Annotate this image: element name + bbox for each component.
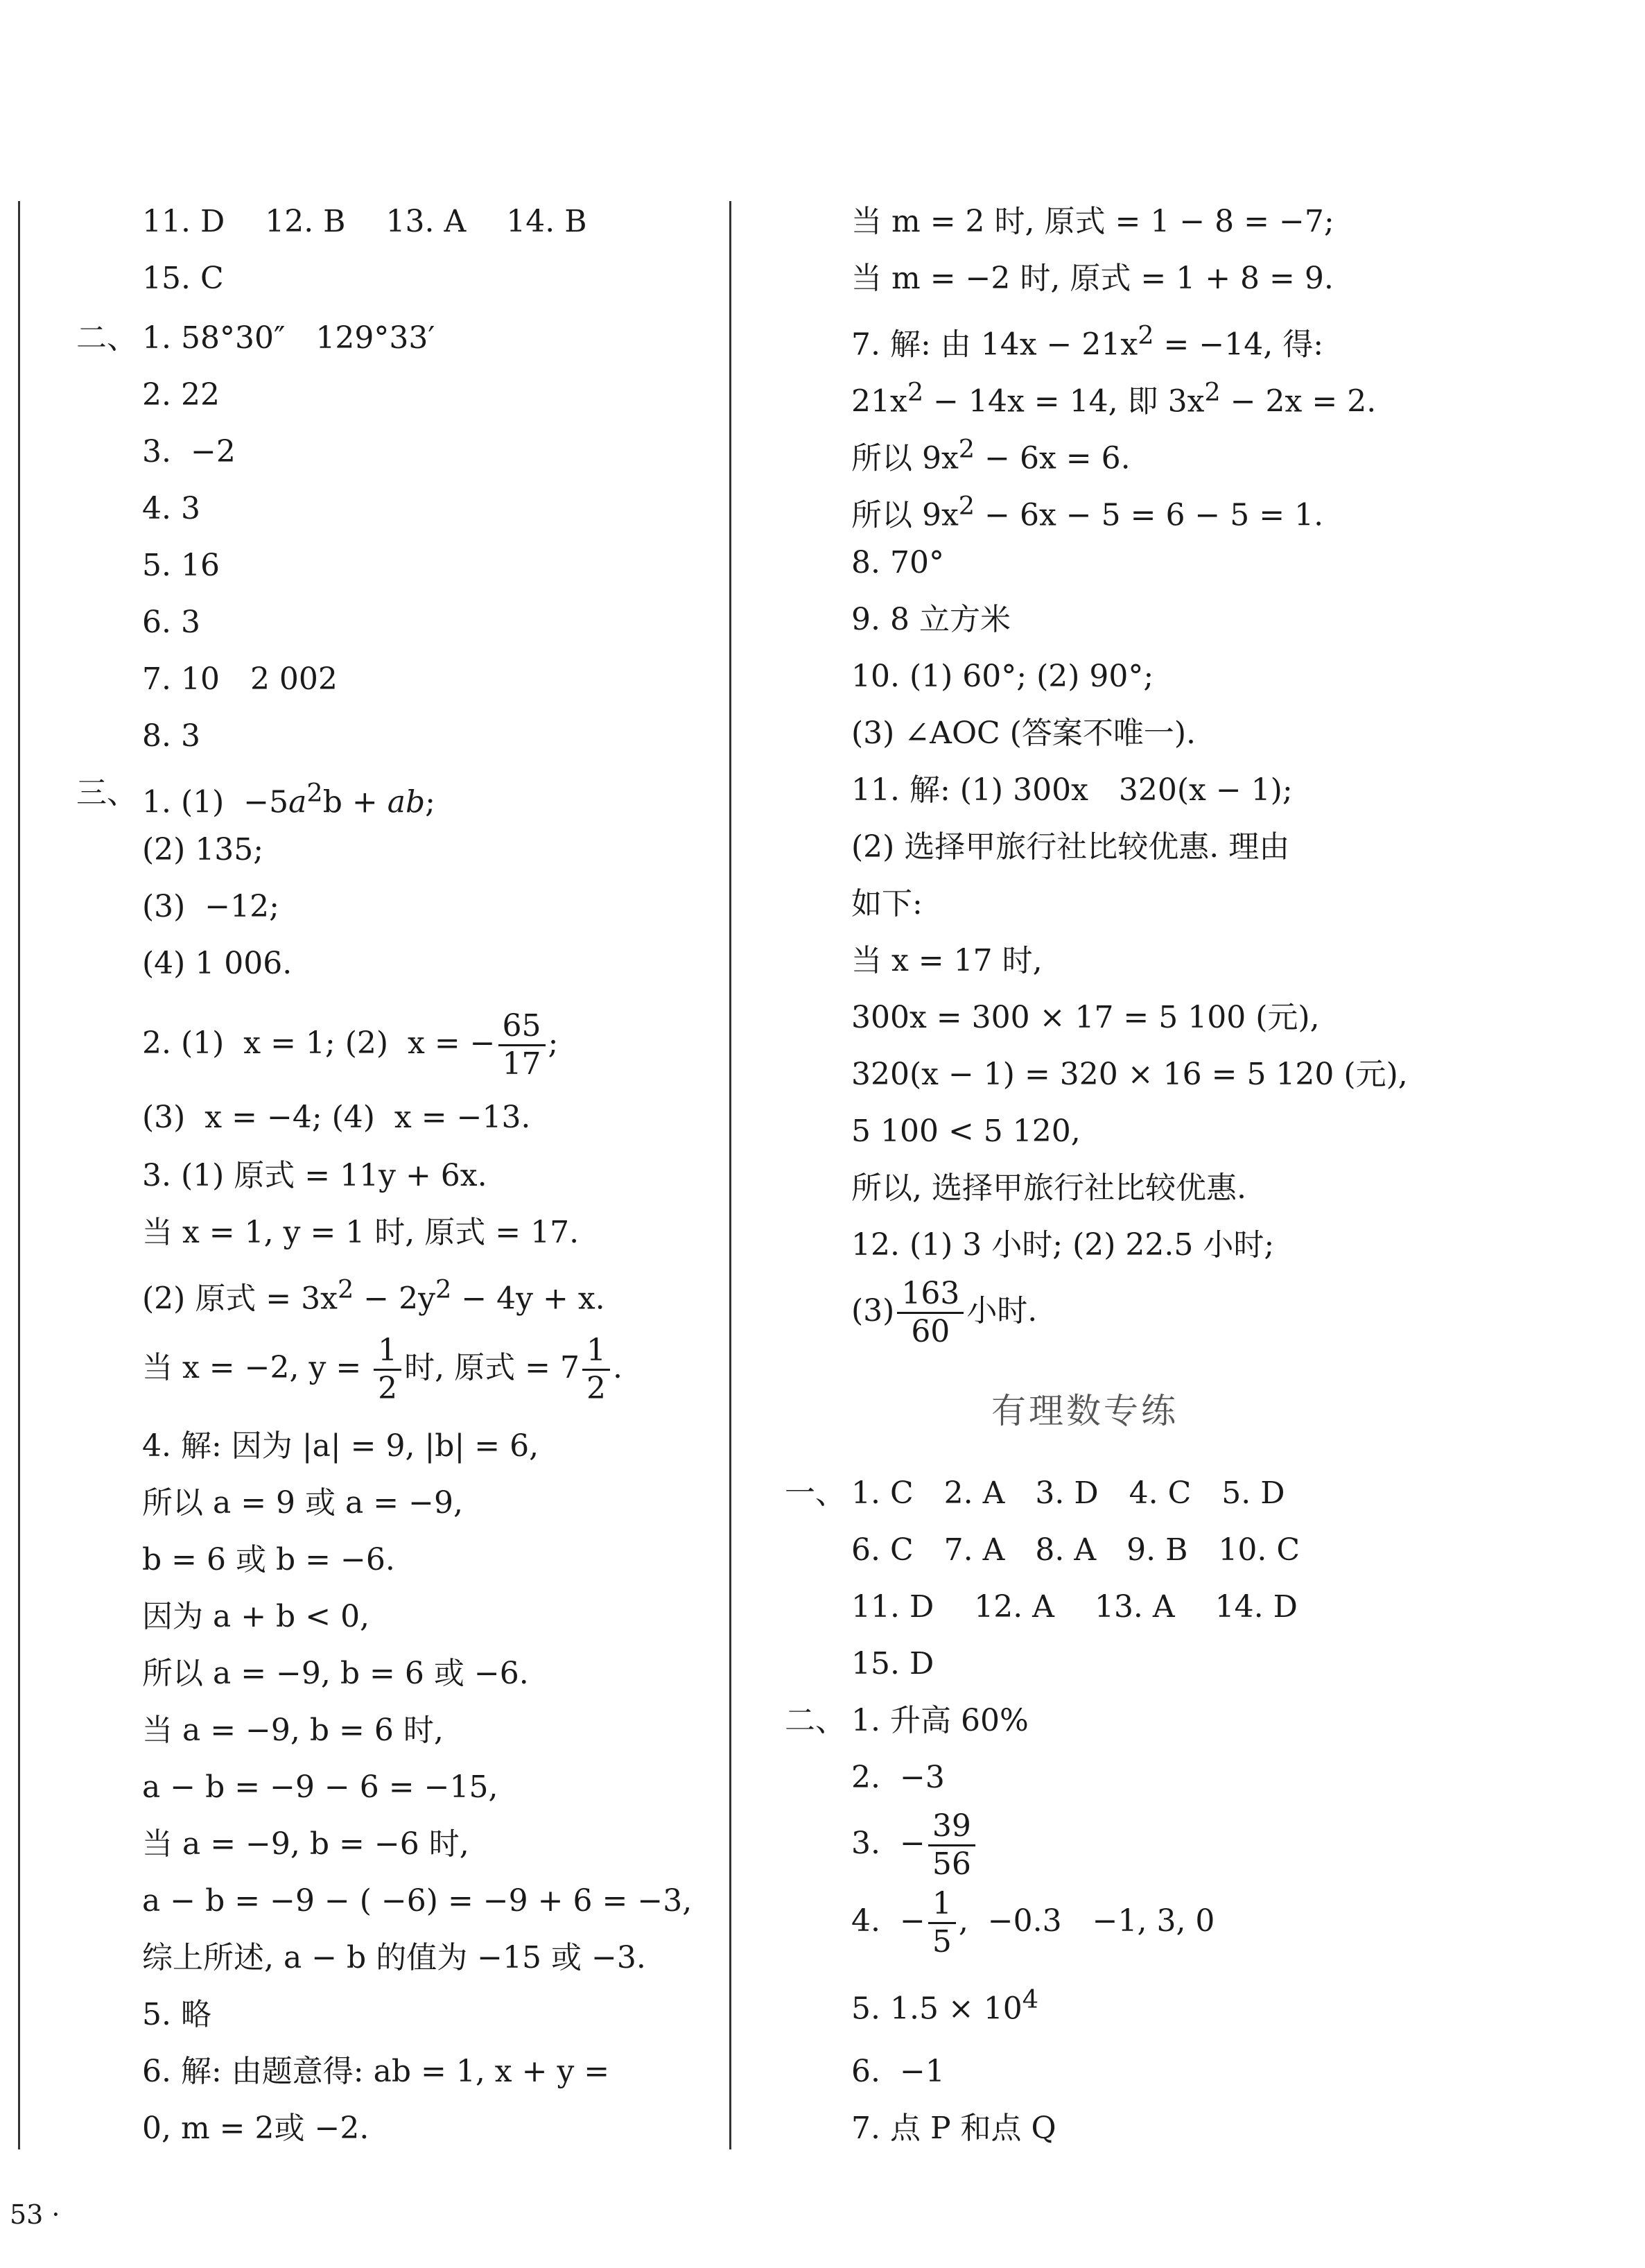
answer-line: 如下: [851,886,923,921]
answer-line: 300x = 300 × 17 = 5 100 (元), [851,1000,1320,1035]
answer-line: 5 100 < 5 120, [851,1114,1081,1149]
answer-line: (3) $\frac{163}{60}$ 小时. [851,1276,1038,1349]
answer-line: 因为 a + b < 0, [142,1599,370,1634]
answer-line: 当 x = 17 时, [851,943,1043,978]
answer-line: 1. C 2. A 3. D 4. C 5. D [851,1475,1285,1511]
answer-line: (4) 1 006. [142,946,293,981]
answer-line: 8. 70° [851,545,944,580]
answer-line: 5. 16 [142,548,220,583]
answer-line: 7. 点 P 和点 Q [851,2111,1056,2146]
section-heading: 有理数专练 [991,1391,1178,1431]
fraction: $\frac{65}{17}$ [498,1008,546,1082]
answer-line: b = 6 或 b = −6. [142,1542,395,1577]
page-number: 53 · [10,2199,60,2230]
answer-line: 3. (1) 原式 = 11y + 6x. [142,1158,487,1193]
answer-line: $21x^2 - 14x = 14$, 即 $3x^2 - 2x = 2$. [851,377,1377,419]
answer-line: 7. 10 2 002 [142,661,338,697]
answer-line: 15. D [851,1646,934,1681]
section-marker: 二、 [785,1703,846,1738]
answer-line: (3) ∠AOC (答案不唯一). [851,716,1196,751]
answer-line: 320(x − 1) = 320 × 16 = 5 120 (元), [851,1057,1408,1092]
section-marker: 二、 [76,320,137,356]
fraction: $\frac{39}{56}$ [928,1808,975,1882]
answer-line: (2) 选择甲旅行社比较优惠. 理由 [851,829,1290,865]
fraction: $\frac{1}{2}$ [374,1333,401,1407]
answer-line: 所以 a = 9 或 a = −9, [142,1485,463,1521]
answer-line: 所以 a = −9, b = 6 或 −6. [142,1656,529,1691]
answer-line: 所以, 选择甲旅行社比较优惠. [851,1170,1246,1206]
answer-line: 1. 升高 60% [851,1703,1029,1738]
answer-line: 综上所述, a − b 的值为 −15 或 −3. [142,1940,646,1975]
answer-line: 1. 58°30″ 129°33′ [142,320,435,356]
fraction: $\frac{163}{60}$ [897,1276,964,1350]
answer-line: 6. C 7. A 8. A 9. B 10. C [851,1532,1300,1568]
answer-line: 4. − $\frac{1}{5}$ , −0.3 −1, 3, 0 [851,1886,1215,1959]
answer-line: 当 x = −2, y = $\frac{1}{2}$ 时, 原式 = 7 $\frac{1}{2}$ . [142,1333,623,1406]
left-margin-rule [18,201,20,2149]
answer-line: 4. 解: 因为 |a| = 9, |b| = 6, [142,1428,539,1464]
answer-line: 8. 3 [142,718,200,754]
section-marker: 三、 [76,775,137,811]
answer-line: 5. 略 [142,1997,211,2032]
answer-line: 4. 3 [142,491,200,526]
answer-line: 6. 3 [142,605,200,640]
answer-line: 2. (1) x = 1; (2) x = − $\frac{65}{17}$ ; [142,1008,559,1082]
answer-line: 当 m = 2 时, 原式 = 1 − 8 = −7; [851,204,1334,239]
answer-line: 11. D 12. A 13. A 14. D [851,1589,1298,1625]
answer-line: 所以 $9x^2 - 6x = 6$. [851,434,1131,476]
answer-line: (3) x = −4; (4) x = −13. [142,1100,531,1135]
answer-line: 11. D 12. B 13. A 14. B [142,204,587,239]
section-marker: 一、 [785,1475,846,1511]
answer-line: 7. 解: 由 $14x - 21x^2 = -14$, 得: [851,320,1324,363]
column-divider [729,201,731,2149]
answer-line: 所以 $9x^2 - 6x - 5 = 6 - 5 = 1$. [851,491,1324,533]
answer-line: 15. C [142,261,224,296]
answer-line: 当 a = −9, b = −6 时, [142,1826,469,1862]
answer-line: 6. −1 [851,2054,945,2089]
answer-line: 2. −3 [851,1760,945,1795]
answer-line: (2) 135; [142,832,264,867]
answer-line: (2) 原式 = $3x^2 - 2y^2 - 4y + x$. [142,1274,605,1317]
answer-line: (3) −12; [142,889,279,924]
answer-line: 3. − $\frac{39}{56}$ [851,1806,978,1882]
answer-line: 12. (1) 3 小时; (2) 22.5 小时; [851,1227,1275,1263]
answer-line: 2. 22 [142,377,220,413]
answer-line: 当 m = −2 时, 原式 = 1 + 8 = 9. [851,261,1334,296]
answer-line: 3. −2 [142,434,236,469]
answer-line: 当 x = 1, y = 1 时, 原式 = 17. [142,1215,580,1250]
fraction: $\frac{1}{2}$ [582,1333,610,1407]
answer-line: 5. $1.5 \times 10^4$ [851,1984,1039,2027]
answer-line: a − b = −9 − ( −6) = −9 + 6 = −3, [142,1883,693,1919]
answer-line: 当 a = −9, b = 6 时, [142,1713,444,1748]
answer-line: 9. 8 立方米 [851,602,1011,637]
answer-line: 11. 解: (1) 300x 320(x − 1); [851,772,1293,808]
answer-line: 0, m = 2或 −2. [142,2111,369,2146]
fraction: $\frac{1}{5}$ [928,1886,956,1960]
answer-line: 10. (1) 60°; (2) 90°; [851,659,1154,694]
answer-line: 6. 解: 由题意得: ab = 1, x + y = [142,2054,610,2089]
answer-line: 1. $(1) -5a^2b$ + ab; [142,778,435,820]
answer-line: a − b = −9 − 6 = −15, [142,1769,498,1805]
